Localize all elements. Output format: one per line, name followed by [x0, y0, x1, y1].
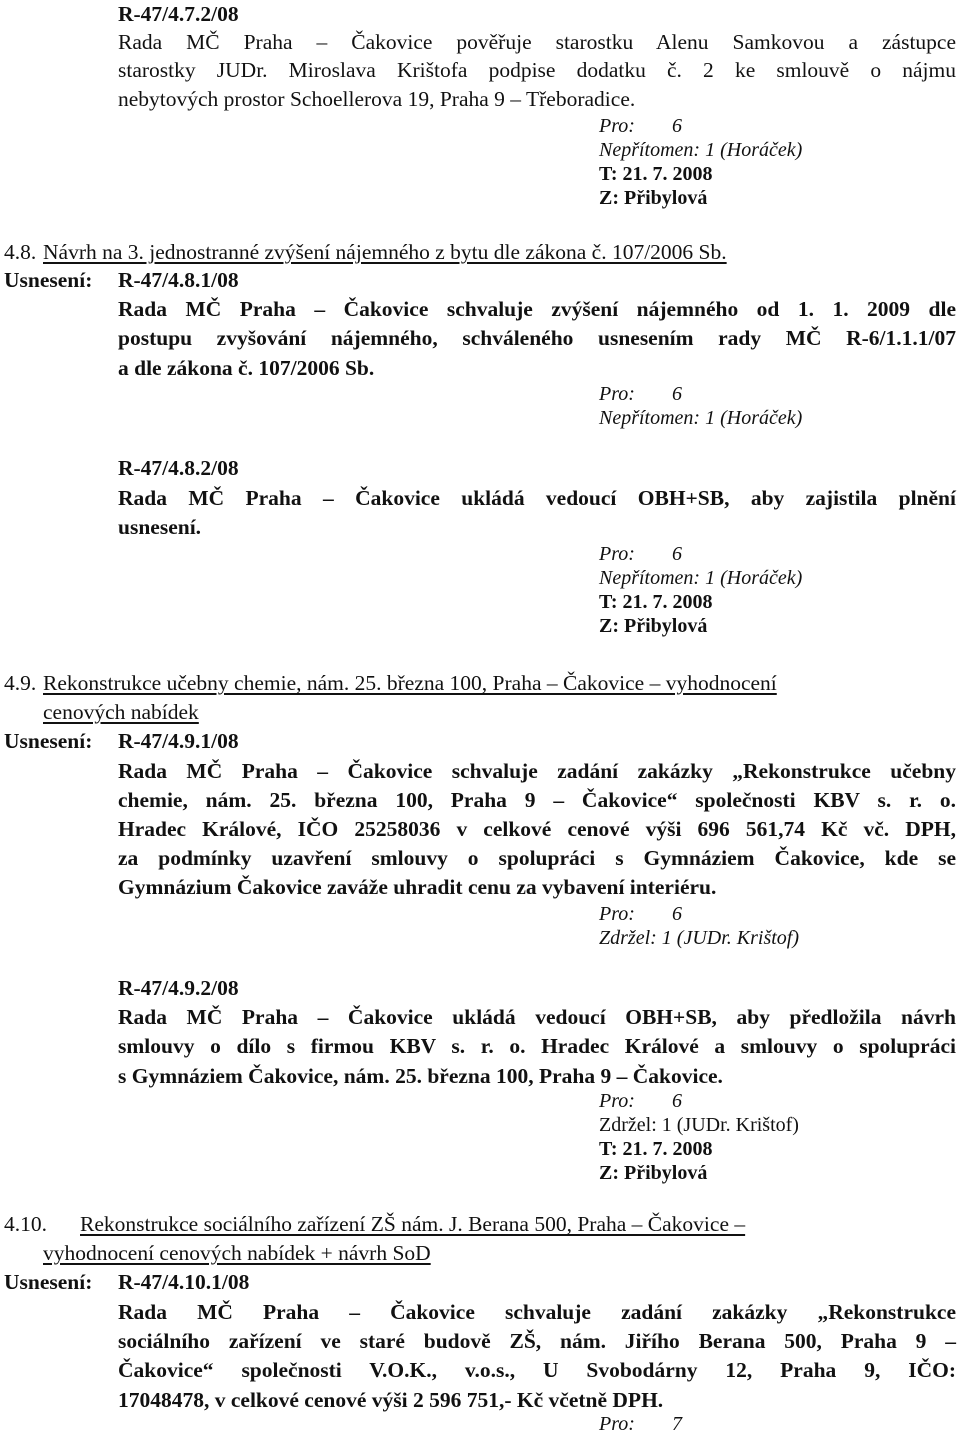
- vote-for-count: 6: [672, 115, 682, 137]
- vote-abstain: Zdržel: 1 (JUDr. Krištof): [599, 927, 800, 949]
- resolution-text-line: Rada MČ Praha – Čakovice schvaluje zadání zakázky „Rekonstrukce: [118, 1300, 956, 1324]
- resolution-number: R-47/4.8.2/08: [118, 456, 239, 480]
- vote-for-label: Pro:: [599, 115, 635, 137]
- resolution-text-line: Rada MČ Praha – Čakovice schvaluje zadání zakázky „Rekonstrukce učebny: [118, 759, 956, 783]
- resolution-label: Usnesení:: [4, 268, 93, 292]
- section-title: Rekonstrukce sociálního zařízení ZŠ nám. J. Berana 500, Praha – Čakovice –: [80, 1212, 746, 1236]
- resolution-text-line: 17048478, v celkové cenové výši 2 596 751,- Kč včetně DPH.: [118, 1388, 664, 1412]
- resolution-number: R-47/4.8.1/08: [118, 268, 239, 292]
- vote-for-count: 6: [672, 543, 682, 565]
- section-number: 4.8.: [4, 240, 37, 264]
- section-title: Rekonstrukce učebny chemie, nám. 25. března 100, Praha – Čakovice – vyhodnocení: [43, 671, 777, 695]
- responsible: Z: Přibylová: [599, 615, 708, 637]
- resolution-text-line: Čakovice“ společnosti V.O.K., v.o.s., U Svobodárny 12, Praha 9, IČO:: [118, 1358, 956, 1382]
- resolution-text-line: postupu zvyšování nájemného, schváleného usnesením rady MČ R-6/1.1.1/07: [118, 326, 956, 350]
- vote-for-label: Pro:: [599, 543, 635, 565]
- vote-abstain: Zdržel: 1 (JUDr. Krištof): [599, 1114, 799, 1136]
- vote-absent: Nepřítomen: 1 (Horáček): [599, 139, 803, 161]
- resolution-text-line: sociálního zařízení ve staré budově ZŠ, nám. Jiřího Berana 500, Praha 9 –: [118, 1329, 956, 1353]
- resolution-number: R-47/4.9.1/08: [118, 729, 239, 753]
- responsible: Z: Přibylová: [599, 1162, 708, 1184]
- term: T: 21. 7. 2008: [599, 591, 713, 613]
- vote-for-count: 6: [672, 903, 682, 925]
- resolution-text-line: s Gymnáziem Čakovice, nám. 25. března 100, Praha 9 – Čakovice.: [118, 1064, 723, 1088]
- responsible: Z: Přibylová: [599, 187, 708, 209]
- resolution-text-line: smlouvy o dílo s firmou KBV s. r. o. Hradec Králové a smlouvy o spolupráci: [118, 1034, 956, 1058]
- resolution-text-line: Hradec Králové, IČO 25258036 v celkové cenové výši 696 561,74 Kč vč. DPH,: [118, 817, 956, 841]
- resolution-text-line: starostky JUDr. Miroslava Krištofa podpise dodatku č. 2 ke smlouvě o nájmu: [118, 58, 956, 82]
- term: T: 21. 7. 2008: [599, 163, 713, 185]
- resolution-text-line: Rada MČ Praha – Čakovice ukládá vedoucí OBH+SB, aby zajistila plnění: [118, 486, 956, 510]
- resolution-text-line: Gymnázium Čakovice zaváže uhradit cenu za vybavení interiéru.: [118, 875, 717, 899]
- resolution-text-line: za podmínky uzavření smlouvy o spolupráci s Gymnáziem Čakovice, kde se: [118, 846, 956, 870]
- resolution-text-line: Rada MČ Praha – Čakovice schvaluje zvýšení nájemného od 1. 1. 2009 dle: [118, 297, 956, 321]
- resolution-number: R-47/4.10.1/08: [118, 1270, 250, 1294]
- resolution-text-line: Rada MČ Praha – Čakovice ukládá vedoucí OBH+SB, aby předložila návrh: [118, 1005, 956, 1029]
- vote-for-count: 6: [672, 1090, 682, 1112]
- resolution-label: Usnesení:: [4, 729, 93, 753]
- section-title: Návrh na 3. jednostranné zvýšení nájemného z bytu dle zákona č. 107/2006 Sb.: [43, 240, 727, 264]
- resolution-text-line: a dle zákona č. 107/2006 Sb.: [118, 356, 375, 380]
- resolution-text-line: usnesení.: [118, 515, 202, 539]
- vote-for-label: Pro:: [599, 383, 635, 405]
- resolution-text-line: chemie, nám. 25. března 100, Praha 9 – Čakovice“ společnosti KBV s. r. o.: [118, 788, 956, 812]
- vote-for-count: 7: [672, 1413, 682, 1435]
- vote-for-label: Pro:: [599, 903, 635, 925]
- term: T: 21. 7. 2008: [599, 1138, 713, 1160]
- section-number: 4.9.: [4, 671, 37, 695]
- resolution-number: R-47/4.9.2/08: [118, 976, 239, 1000]
- section-title: vyhodnocení cenových nabídek + návrh SoD: [43, 1241, 431, 1265]
- vote-absent: Nepřítomen: 1 (Horáček): [599, 567, 803, 589]
- resolution-label: Usnesení:: [4, 1270, 93, 1294]
- vote-for-label: Pro:: [599, 1413, 635, 1435]
- resolution-text-line: nebytových prostor Schoellerova 19, Praha 9 – Třeboradice.: [118, 87, 636, 111]
- section-title: cenových nabídek: [43, 700, 199, 724]
- resolution-number: R-47/4.7.2/08: [118, 2, 239, 26]
- vote-absent: Nepřítomen: 1 (Horáček): [599, 407, 803, 429]
- vote-for-count: 6: [672, 383, 682, 405]
- resolution-text-line: Rada MČ Praha – Čakovice pověřuje starostku Alenu Samkovou a zástupce: [118, 30, 956, 54]
- vote-for-label: Pro:: [599, 1090, 635, 1112]
- section-number: 4.10.: [4, 1212, 47, 1236]
